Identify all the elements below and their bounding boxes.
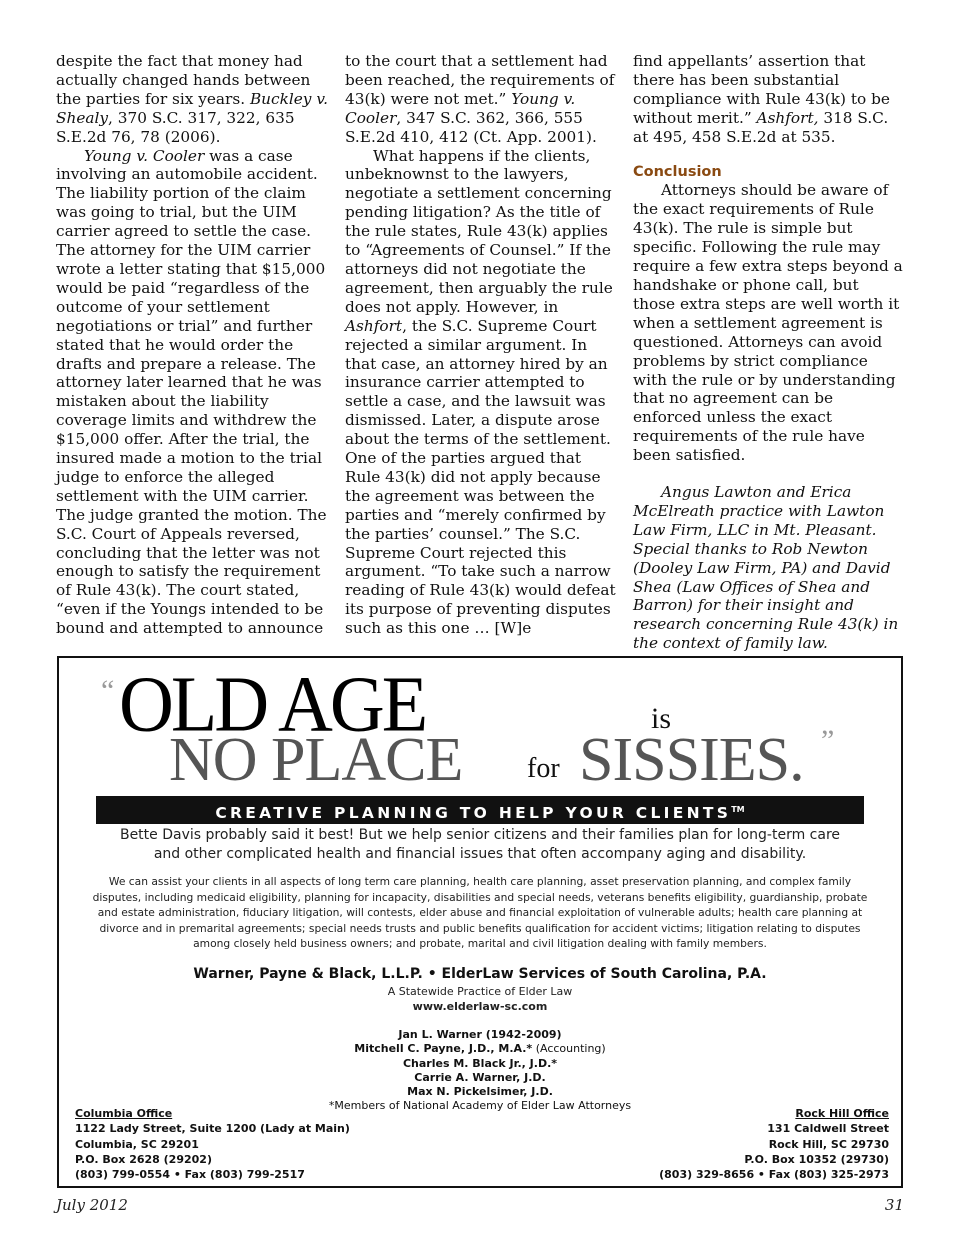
text: was a case involving an automobile accident. The liability portion of the claim was going to trial, but the UIM carrier agreed to settle the case. The attorney for the UIM carrier wrote a letter stating that $15,000 would be paid “regardless of the outcome of your settlement negotiations or trial” and further stated that he would order the drafts and prepare a release. The attorney later learned that he was mistaken about the liability coverage limits and withdrew the $15,000 offer. After the trial, the insured made a motion to the trial judge to enforce the alleged settlement with the UIM carrier. The judge granted the motion. The S.C. Court of Appeals reversed, concluding that the letter was not enough to satisfy the requirement of Rule 43(k). The court stated, “even if the Youngs intended to be bound and attempted to announce bbox=[56, 146, 327, 638]
author-credit: Angus Lawton and Erica McElreath practice with Lawton Law Firm, LLC in Mt. Pleasant. Special thanks to Rob Newton (Dooley Law Firm, PA) and David Shea (Law Offices of Shea and Barron) for their insight and research concerning Rule 43(k) in the context of family law. bbox=[633, 483, 899, 653]
text: , the S.C. Supreme Court rejected a similar argument. In that case, an attorney hired by an insurance carrier attempted to settle a case, and the lawsuit was dismissed. Later, a dispute arose about the terms of the settlement. One of the parties argued that Rule 43(k) did not apply because the agreement was between the parties and “merely confirmed by the parties’ counsel.” The S.C. Supreme Court rejected this argument. “To take such a narrow reading of Rule 43(k) would defeat its purpose of preventing disputes such as this one … [W]e bbox=[345, 316, 616, 638]
headline-old-age: OLD AGE bbox=[119, 659, 426, 749]
firm-tagline: A Statewide Practice of Elder Law bbox=[387, 985, 573, 998]
paragraph bbox=[633, 52, 905, 147]
ad-lead bbox=[89, 826, 871, 864]
ad-banner bbox=[96, 796, 864, 824]
attorney-footnote: *Members of National Academy of Elder Law Attorneys bbox=[328, 1099, 632, 1113]
case-citation: Ashfort, bbox=[756, 108, 819, 127]
office-city: Columbia, SC 29201 bbox=[75, 1137, 199, 1151]
text: , 347 S.C. 362, 366, 555 S.E.2d 410, 412 (Ct. App. 2001). bbox=[345, 108, 597, 146]
article-column-1 bbox=[56, 52, 328, 638]
paragraph bbox=[345, 52, 617, 147]
footer-date: July 2012 bbox=[56, 1196, 128, 1214]
paragraph bbox=[56, 52, 328, 147]
office-po-box: P.O. Box 10352 (29730) bbox=[744, 1152, 889, 1166]
paragraph: Attorneys should be aware of the exact requirements of Rule 43(k). The rule is simple but specific. Following the rule may require a few extra steps beyond a handshake or phone call, but those extra steps are well worth it when a settlement agreement is questioned. Attorneys can avoid problems by strict compliance with the rule or by understanding that no agreement can be enforced unless the exact requirements of the rule have been satisfied. bbox=[633, 181, 903, 465]
lead-line: and other complicated health and financial issues that often accompany aging and disability. bbox=[153, 846, 807, 862]
office-title: Rock Hill Office bbox=[795, 1107, 889, 1120]
banner-text: CREATIVE PLANNING TO HELP YOUR CLIENTS bbox=[215, 804, 732, 823]
attorney-entry bbox=[59, 1042, 901, 1056]
case-citation: Young v. Cooler bbox=[345, 89, 576, 127]
attorney-name: Charles M. Black Jr., J.D.* bbox=[402, 1056, 558, 1070]
attorney-name: Mitchell C. Payne, J.D., M.A.* bbox=[354, 1042, 533, 1056]
office-address: 1122 Lady Street, Suite 1200 (Lady at Main) bbox=[75, 1122, 350, 1136]
office-address: 131 Caldwell Street bbox=[767, 1122, 889, 1136]
article-column-3 bbox=[633, 52, 905, 653]
case-citation: Ashfort bbox=[345, 316, 403, 335]
attorney-note: (Accounting) bbox=[532, 1042, 606, 1056]
headline-open-quote: “ bbox=[101, 674, 115, 707]
text: despite the fact that money had actually changed hands between the parties for six years. bbox=[56, 52, 311, 108]
headline-sissies: SISSIES. bbox=[579, 726, 804, 794]
text: to the court that a settlement had been reached, the requirements of 43(k) were not met.” bbox=[345, 52, 615, 108]
text: What happens if the clients, unbeknownst to the lawyers, negotiate a settlement concerning pending litigation? As the title of the rule states, Rule 43(k) applies to “Agreements of Counsel.” If the attorneys did not negotiate the agreement, then arguably the rule does not apply. However, in bbox=[345, 146, 613, 316]
office-po-box: P.O. Box 2628 (29202) bbox=[75, 1152, 212, 1166]
text: find appellants’ assertion that there has been substantial compliance with Rule 43(k) to be without merit.” bbox=[633, 52, 890, 127]
text: , 370 S.C. 317, 322, 635 S.E.2d 76, 78 (2006). bbox=[56, 108, 295, 146]
case-citation: Young v. Cooler bbox=[84, 146, 205, 165]
headline-is: is bbox=[651, 702, 672, 735]
firm-website[interactable]: www.elderlaw-sc.com bbox=[412, 1000, 548, 1013]
attorney-list bbox=[59, 1028, 901, 1114]
article-column-2 bbox=[345, 52, 617, 638]
columbia-office bbox=[75, 1106, 375, 1182]
paragraph bbox=[345, 147, 617, 639]
advertisement bbox=[57, 656, 903, 1188]
office-phone: (803) 329-8656 • Fax (803) 325-2973 bbox=[659, 1168, 889, 1182]
attorney-name: Jan L. Warner (1942-2009) bbox=[398, 1028, 562, 1041]
page-number: 31 bbox=[884, 1196, 904, 1214]
headline-close-quote: ” bbox=[821, 724, 835, 757]
case-citation: Buckley v. Shealy bbox=[56, 89, 329, 127]
attorney-name: Max N. Pickelsimer, J.D. bbox=[407, 1085, 553, 1099]
office-phone: (803) 799-0554 • Fax (803) 799-2517 bbox=[75, 1168, 305, 1182]
ad-services-paragraph: We can assist your clients in all aspects of long term care planning, health care planning, asset preservation planning, and complex family disputes, including medicaid eligibility, planning for incapacity, disabilities and special needs, veterans benefits eligibility, guardianship, probate and estate administration, fiduciary litigation, will contests, elder abuse and financial exploitation of vulnerable adults; health care planning at divorce and in premarital agreements; special needs trusts and public benefits qualification for accident victims; litigation relating to disputes among closely held business owners; and probate, marital and civil litigation dealing with family members. bbox=[92, 875, 868, 950]
office-city: Rock Hill, SC 29730 bbox=[768, 1137, 889, 1151]
paragraph bbox=[56, 147, 328, 639]
text: 318 S.C. at 495, 458 S.E.2d at 535. bbox=[633, 108, 889, 146]
attorney-name: Carrie A. Warner, J.D. bbox=[414, 1070, 546, 1084]
headline-for: for bbox=[527, 753, 560, 784]
lead-line: Bette Davis probably said it best! But we help senior citizens and their families plan for long-term care bbox=[119, 827, 841, 843]
rock-hill-office bbox=[589, 1106, 889, 1182]
headline-no-place: NO PLACE bbox=[169, 726, 463, 794]
trademark: TM bbox=[731, 805, 745, 814]
firm-name: Warner, Payne & Black, L.L.P. • ElderLaw Services of South Carolina, P.A. bbox=[193, 966, 767, 982]
office-title: Columbia Office bbox=[75, 1107, 173, 1120]
section-heading: Conclusion bbox=[633, 163, 722, 180]
